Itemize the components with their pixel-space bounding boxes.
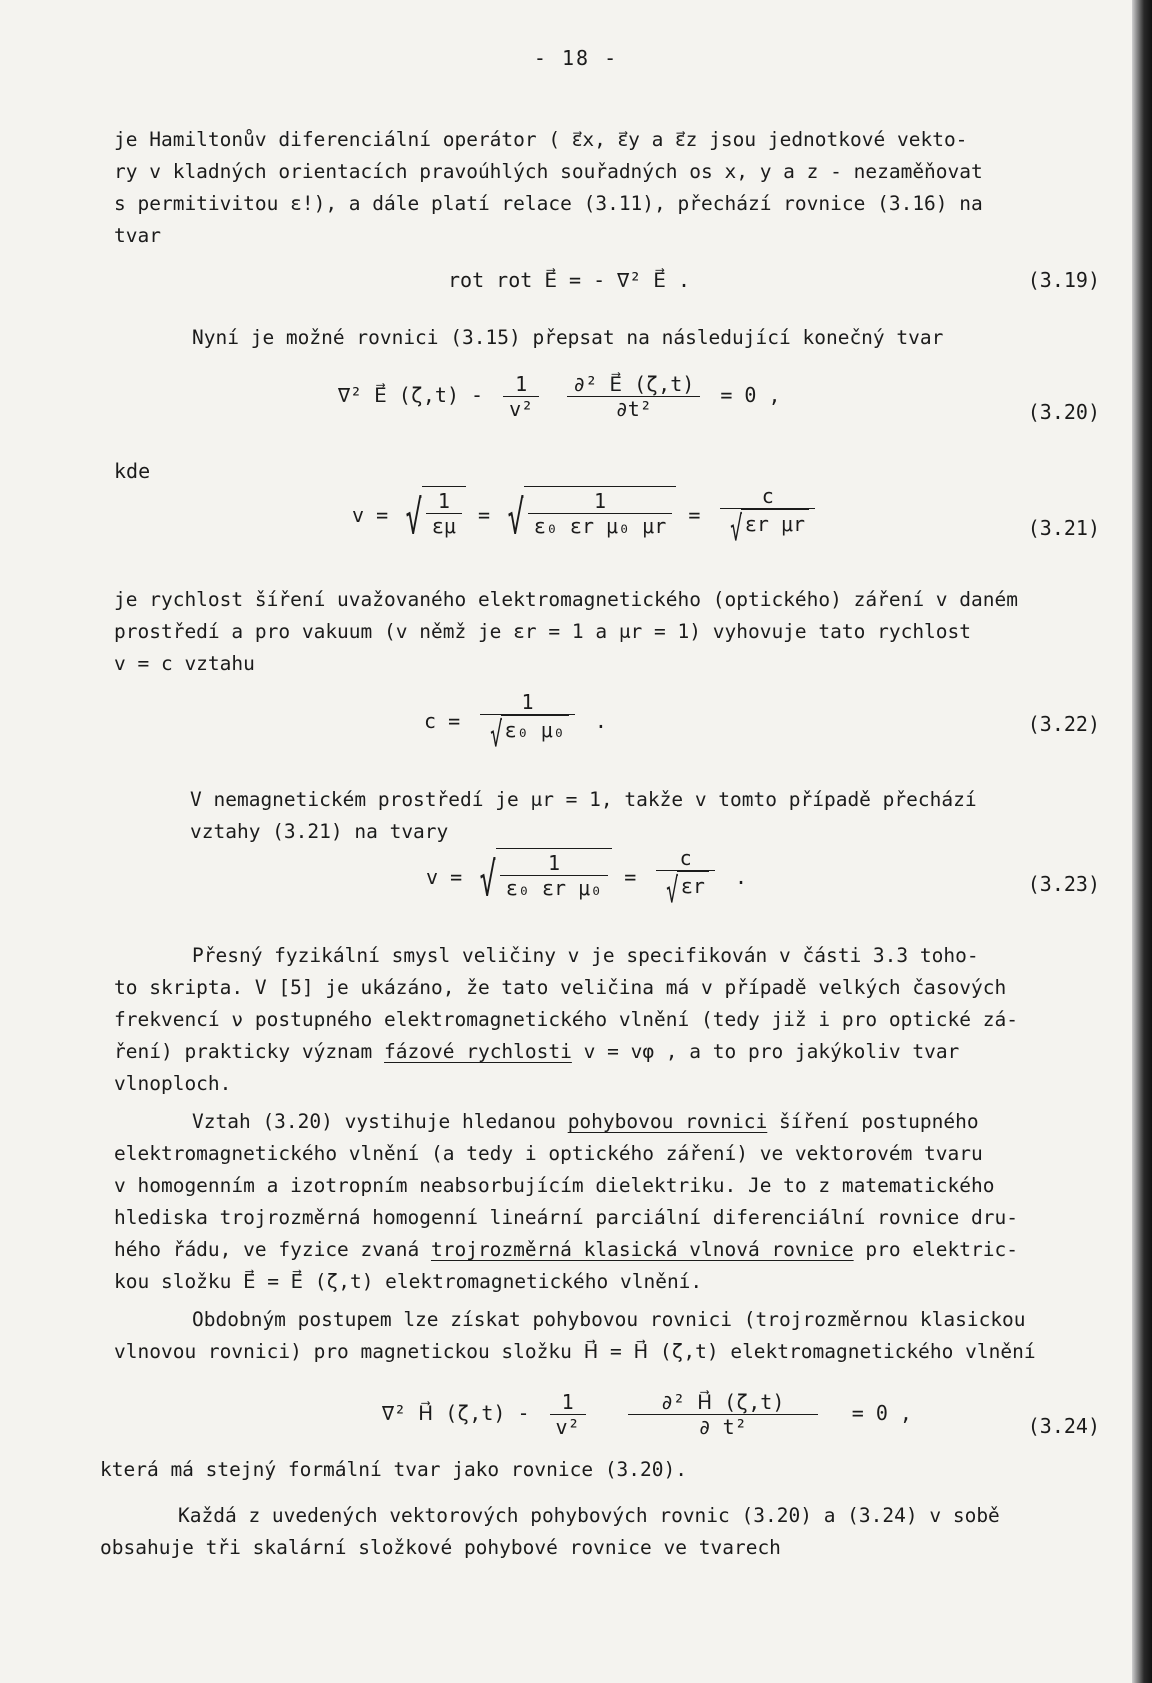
eq324-frac1-den: v² xyxy=(555,1415,580,1439)
eq324-frac2 xyxy=(628,1390,818,1439)
eq320-frac2 xyxy=(567,372,700,421)
paragraph-vztah-3-20 xyxy=(114,1106,1094,1298)
eq323-v: v = xyxy=(426,865,463,889)
eq323-r2-num: c xyxy=(679,846,692,870)
paragraph-nyni: Nyní je možné rovnici (3.15) přepsat na následující konečný tvar xyxy=(192,326,944,349)
eq322-dot: . xyxy=(594,709,607,733)
eq323-frac2: c √ εr xyxy=(656,846,715,911)
equation-3-23 xyxy=(426,846,747,911)
equation-3-21 xyxy=(352,484,823,549)
term-pohybova-rovnice: pohybovou rovnici xyxy=(567,1110,768,1133)
eq323-r1-num: 1 xyxy=(548,850,561,875)
eq320-lhs: ∇² E⃗ (ζ,t) - xyxy=(338,383,484,407)
eq321-eq1: = xyxy=(478,503,491,527)
p5-text-b: v = vφ , a to pro jakýkoliv tvar vlnoploch. xyxy=(114,1040,960,1095)
eq324-lhs: ∇² H⃗ (ζ,t) - xyxy=(382,1401,530,1425)
eq320-frac1 xyxy=(503,372,539,421)
eq323-dot: . xyxy=(734,865,748,889)
eq322-num: 1 xyxy=(521,690,534,714)
equation-number-3-23: (3.23) xyxy=(1027,872,1100,896)
eq322-den: ε₀ μ₀ xyxy=(501,715,569,755)
eq324-frac2-den: ∂ t² xyxy=(698,1415,747,1439)
eq321-eq2: = xyxy=(688,503,701,527)
equation-number-3-24: (3.24) xyxy=(1027,1414,1100,1438)
eq321-r1-den: εμ xyxy=(431,513,456,538)
term-fazova-rychlost: fázové rychlosti xyxy=(384,1040,572,1063)
paragraph-fyzikalni-smysl xyxy=(114,940,1094,1100)
paragraph-kazda: Každá z uvedených vektorových pohybových rovnic (3.20) a (3.24) v sobě obsahuje tři skalární složkové pohybové rovnice ve tvarech xyxy=(100,1504,1000,1559)
equation-3-22 xyxy=(424,690,607,755)
eq324-frac2-num: ∂² H⃗ (ζ,t) xyxy=(660,1390,785,1414)
eq321-root1: √ $\frac{1}{\varepsilon\mu}$ xyxy=(400,486,466,548)
eq320-frac2-den: ∂t² xyxy=(615,397,652,421)
term-vlnova-rovnice: trojrozměrná klasická vlnová rovnice xyxy=(430,1238,854,1261)
eq320-rhs: = 0 , xyxy=(720,383,781,407)
eq321-r1-num: 1 xyxy=(437,488,450,513)
eq323-r1-den: ε₀ εr μ₀ xyxy=(505,875,603,900)
p6-text-b: šíření postupného elektromagnetického vlnění (a tedy i optického záření) ve vektorovém tvaru v homogenním a izotropním neabsorbujícím dielektriku. Je to z matematického hlediska trojrozměrná homogenní lineární parciální diferenciální rovnice dru- hého řádu, ve fyzice zvaná xyxy=(114,1110,1018,1261)
eq323-r2-den: εr xyxy=(677,871,709,911)
equation-number-3-21: (3.21) xyxy=(1027,516,1100,540)
eq324-frac1 xyxy=(550,1390,586,1439)
eq321-r2-den: ε₀ εr μ₀ μr xyxy=(533,513,667,538)
eq321-r2-num: 1 xyxy=(594,488,607,513)
equation-3-20 xyxy=(338,372,781,421)
eq321-frac3: c √ εr μr xyxy=(720,484,815,549)
page-edge-shadow xyxy=(1132,0,1152,1683)
eq320-frac1-num: 1 xyxy=(515,372,528,396)
paragraph-nemagneticke: V nemagnetickém prostředí je μr = 1, takže v tomto případě přechází vztahy (3.21) na tvary xyxy=(190,788,977,843)
page-number: - 18 - xyxy=(533,46,619,70)
eq320-frac1-den: v² xyxy=(509,397,534,421)
word-kde: kde xyxy=(114,459,151,483)
equation-number-3-20: (3.20) xyxy=(1027,400,1100,424)
eq321-root2: √ $\frac{1}{\text{ε₀ εr μ₀ μr}}$ xyxy=(502,486,676,548)
paragraph-obdobnym: Obdobným postupem lze získat pohybovou rovnici (trojrozměrnou klasickou vlnovou rovnici) pro magnetickou složku H⃗ = H⃗ (ζ,t) elektromagnetického vlnění xyxy=(114,1308,1036,1363)
eq321-r3-den: εr μr xyxy=(741,509,809,549)
equation-3-24 xyxy=(382,1390,912,1439)
eq322-c: c = xyxy=(424,709,461,733)
eq324-frac1-num: 1 xyxy=(561,1390,574,1414)
eq322-frac: 1 √ ε₀ μ₀ xyxy=(480,690,575,755)
paragraph-rychlost: je rychlost šíření uvažovaného elektromagnetického (optického) záření v daném prostředí a pro vakuum (v němž je εr = 1 a μr = 1) vyhovuje tato rychlost v = c vztahu xyxy=(114,588,1018,675)
eq321-r3-num: c xyxy=(761,484,774,508)
paragraph-stejny-tvar: která má stejný formální tvar jako rovnice (3.20). xyxy=(100,1458,687,1481)
equation-number-3-22: (3.22) xyxy=(1027,712,1100,736)
paragraph-hamilton: je Hamiltonův diferenciální operátor ( ε⃗x, ε⃗y a ε⃗z jsou jednotkové vekto- ry v kladných orientacích pravoúhlých souřadných os x, y a z - nezaměňovat s permitivitou ε!), a dále platí relace (3.11), přechází rovnice (3.16) na tvar xyxy=(114,128,983,247)
equation-3-19: rot rot E⃗ = - ∇² E⃗ . xyxy=(448,268,691,292)
p5-text-a: Přesný fyzikální smysl veličiny v je specifikován v části 3.3 toho- to skripta. V [5] je ukázáno, že tato veličina má v případě velkých časových frekvencí ν postupného elektromagnetického vlnění (tedy již i pro optické zá- ření) prakticky význam xyxy=(114,944,1018,1063)
eq324-rhs: = 0 , xyxy=(851,1401,912,1425)
equation-number-3-19: (3.19) xyxy=(1027,268,1100,292)
eq323-eq: = xyxy=(624,865,637,889)
eq320-frac2-num: ∂² E⃗ (ζ,t) xyxy=(573,372,695,396)
eq323-root1: √ $\frac{1}{\text{ε₀ εr μ₀}}$ xyxy=(474,848,612,910)
p6-text-a: Vztah (3.20) vystihuje hledanou xyxy=(192,1110,568,1133)
eq321-v: v = xyxy=(352,503,389,527)
p6-text-c: pro elektric- kou složku E⃗ = E⃗ (ζ,t) elektromagnetického vlnění. xyxy=(114,1238,1018,1293)
